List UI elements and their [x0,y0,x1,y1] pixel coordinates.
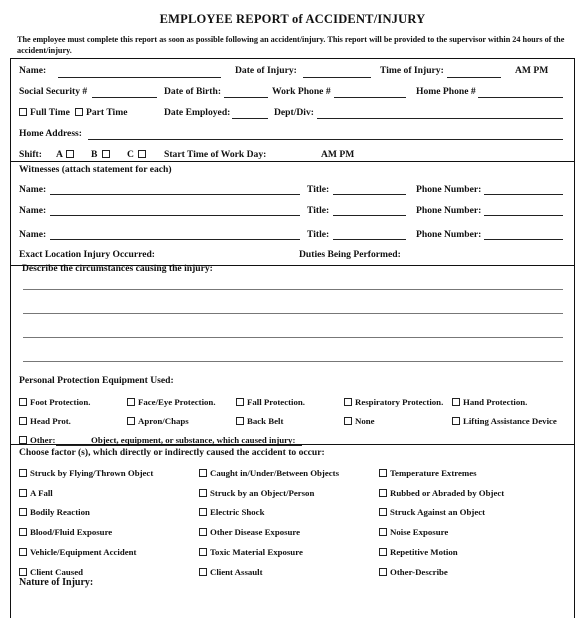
factor-checkbox[interactable] [379,469,387,477]
ppe-option: Apron/Chaps [138,416,189,426]
object-caused-label: Object, equipment, or substance, which caused injury: [91,435,296,445]
factor-option: Repetitive Motion [390,547,458,557]
ppe-other-checkbox[interactable] [19,436,27,444]
ppe-option: Foot Protection. [30,397,91,407]
form-title: EMPLOYEE REPORT of ACCIDENT/INJURY [159,12,426,26]
duties-label: Duties Being Performed: [299,249,401,260]
factor-option: A Fall [30,488,53,498]
ppe-option: None [355,416,375,426]
part-time-label: Part Time [86,107,128,118]
factor-checkbox[interactable] [379,568,387,576]
factor-checkbox[interactable] [19,489,27,497]
date-employed-field[interactable] [232,118,268,119]
am-pm-label: AM PM [515,65,549,76]
ppe-checkbox[interactable] [19,417,27,425]
home-phone-field[interactable] [478,97,563,98]
factor-checkbox[interactable] [379,548,387,556]
shift-b-checkbox[interactable] [102,150,110,158]
ppe-checkbox[interactable] [344,417,352,425]
ssn-label: Social Security # [19,86,88,97]
exact-location-label: Exact Location Injury Occurred: [19,249,155,260]
ppe-option: Hand Protection. [463,397,528,407]
witness-title-label: Title: [307,205,330,216]
witness-title-label: Title: [307,184,330,195]
work-phone-label: Work Phone # [272,86,331,97]
part-time-checkbox[interactable] [75,108,83,116]
factor-option: Client Assault [210,567,263,577]
ppe-option: Lifting Assistance Device [463,416,557,426]
factor-checkbox[interactable] [19,568,27,576]
factor-checkbox[interactable] [19,548,27,556]
home-address-field[interactable] [88,139,563,140]
home-phone-label: Home Phone # [416,86,476,97]
dept-div-field[interactable] [317,118,563,119]
factor-checkbox[interactable] [19,528,27,536]
factor-option: Struck by Flying/Thrown Object [30,468,154,478]
factor-checkbox[interactable] [199,489,207,497]
factor-checkbox[interactable] [19,508,27,516]
factor-checkbox[interactable] [199,568,207,576]
witness-name-field[interactable] [50,194,300,195]
witness-title-field[interactable] [333,215,406,216]
ppe-option: Head Prot. [30,416,71,426]
witness-title-label: Title: [307,229,330,240]
ppe-checkbox[interactable] [127,417,135,425]
ppe-option: Back Belt [247,416,284,426]
date-of-injury-label: Date of Injury: [235,65,297,76]
factor-option: Noise Exposure [390,527,449,537]
ppe-other-label: Other: [30,435,56,445]
shift-c-label: C [127,149,134,160]
start-time-label: Start Time of Work Day: [164,149,267,160]
factor-option: Other Disease Exposure [210,527,301,537]
ssn-field[interactable] [92,97,157,98]
dob-label: Date of Birth: [164,86,222,97]
shift-a-label: A [56,149,63,160]
factor-checkbox[interactable] [199,528,207,536]
describe-label: Describe the circumstances causing the injury: [22,263,213,274]
witness-name-field[interactable] [50,239,300,240]
date-of-injury-field[interactable] [303,77,371,78]
ppe-checkbox[interactable] [127,398,135,406]
full-time-label: Full Time [30,107,70,118]
full-time-checkbox[interactable] [19,108,27,116]
factor-option: Struck by an Object/Person [210,488,315,498]
witness-phone-field[interactable] [484,194,563,195]
witness-title-field[interactable] [333,194,406,195]
factor-checkbox[interactable] [199,548,207,556]
witness-phone-label: Phone Number: [416,184,482,195]
ppe-checkbox[interactable] [236,398,244,406]
factor-option: Toxic Material Exposure [210,547,303,557]
factor-checkbox[interactable] [379,528,387,536]
work-phone-field[interactable] [334,97,406,98]
factor-option: Vehicle/Equipment Accident [30,547,137,557]
witness-phone-label: Phone Number: [416,229,482,240]
ppe-checkbox[interactable] [452,417,460,425]
witness-name-label: Name: [19,205,47,216]
describe-line[interactable] [23,337,563,338]
section-divider [10,161,575,162]
ppe-option: Respiratory Protection. [355,397,444,407]
factor-option: Blood/Fluid Exposure [30,527,113,537]
ppe-option: Fall Protection. [247,397,305,407]
dept-div-label: Dept/Div: [274,107,314,118]
factor-checkbox[interactable] [199,508,207,516]
form-intro: The employee must complete this report as soon as possible following an accident/injury. This report will be provided to the supervisor within 24 hours of the accident/injury. [17,35,565,55]
date-employed-label: Date Employed: [164,107,231,118]
ppe-checkbox[interactable] [344,398,352,406]
shift-c-checkbox[interactable] [138,150,146,158]
factor-checkbox[interactable] [379,489,387,497]
factor-option: Temperature Extremes [390,468,477,478]
witness-phone-field[interactable] [484,239,563,240]
ppe-checkbox[interactable] [236,417,244,425]
time-of-injury-field[interactable] [447,77,501,78]
dob-field[interactable] [224,97,268,98]
shift-label: Shift: [19,149,42,160]
factor-checkbox[interactable] [199,469,207,477]
witness-title-field[interactable] [333,239,406,240]
witness-name-label: Name: [19,184,47,195]
name-label: Name: [19,65,47,76]
factor-option: Struck Against an Object [390,507,486,517]
ppe-option: Face/Eye Protection. [138,397,216,407]
describe-line[interactable] [23,289,563,290]
describe-line[interactable] [23,361,563,362]
witness-phone-field[interactable] [484,215,563,216]
shift-b-label: B [91,149,98,160]
describe-line[interactable] [23,313,563,314]
factor-option: Bodily Reaction [30,507,90,517]
start-am-pm-label: AM PM [321,149,355,160]
ppe-checkbox[interactable] [19,398,27,406]
ppe-heading: Personal Protection Equipment Used: [19,375,174,386]
factor-option: Client Caused [30,567,84,577]
witness-name-field[interactable] [50,215,300,216]
factor-option: Caught in/Under/Between Objects [210,468,340,478]
time-of-injury-label: Time of Injury: [380,65,444,76]
factor-option: Rubbed or Abraded by Object [390,488,505,498]
witnesses-heading: Witnesses (attach statement for each) [19,164,172,175]
witness-name-label: Name: [19,229,47,240]
factors-heading: Choose factor (s), which directly or indirectly caused the accident to occur: [19,447,325,458]
factor-option: Other-Describe [390,567,448,577]
home-address-label: Home Address: [19,128,82,139]
factor-checkbox[interactable] [379,508,387,516]
factor-checkbox[interactable] [19,469,27,477]
witness-phone-label: Phone Number: [416,205,482,216]
factor-option: Electric Shock [210,507,265,517]
name-field[interactable] [58,77,221,78]
ppe-checkbox[interactable] [452,398,460,406]
shift-a-checkbox[interactable] [66,150,74,158]
nature-of-injury-label: Nature of Injury: [19,577,94,588]
